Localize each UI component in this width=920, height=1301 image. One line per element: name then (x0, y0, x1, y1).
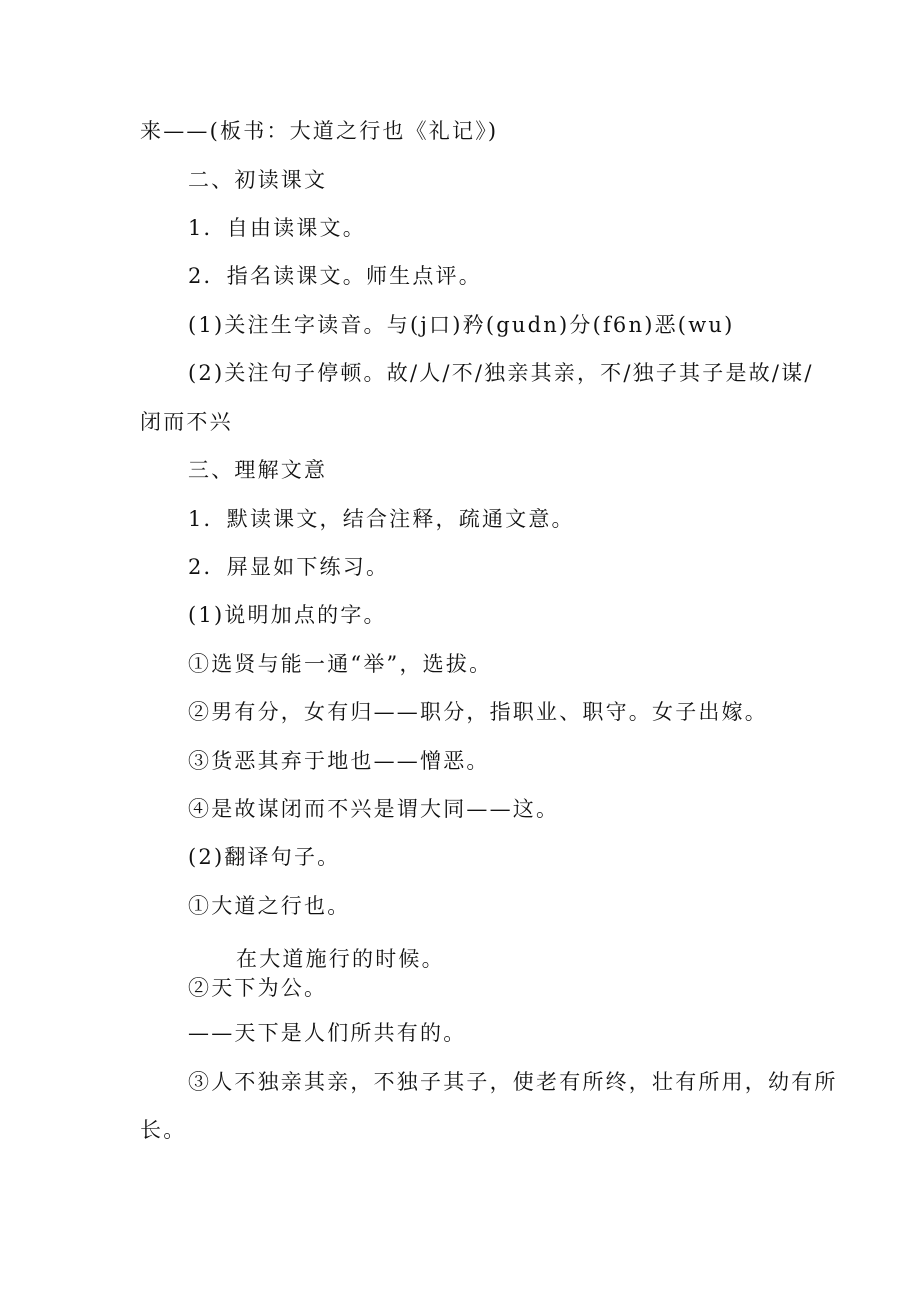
text-line: 长。 (140, 1118, 187, 1142)
text-line: (2)关注句子停顿。故/人/不/独亲其亲，不/独子其子是故/谋/ (188, 361, 814, 385)
text-line: ——天下是人们所共有的。 (188, 1021, 467, 1045)
text-line: ④是故谋闭而不兴是谓大同——这。 (188, 797, 560, 821)
section-heading: 三、理解文意 (188, 458, 328, 482)
text-line: 1．默读课文，结合注释，疏通文意。 (188, 507, 575, 531)
text-line: 1．自由读课文。 (188, 216, 366, 240)
text-line: (1)关注生字读音。与(j口)矜(gudn)分(f6n)恶(wu) (188, 313, 735, 337)
text-line: ③货恶其弃于地也——憎恶。 (188, 749, 490, 773)
text-line: 闭而不兴 (140, 410, 233, 434)
section-heading: 二、初读课文 (188, 168, 328, 192)
text-line: ②天下为公。 (188, 976, 328, 1000)
text-line: 2．屏显如下练习。 (188, 555, 390, 579)
text-line: ①大道之行也。 (188, 894, 351, 918)
text-line: 在大道施行的时候。 (236, 947, 445, 971)
text-line: 来——(板书：大道之行也《礼记》) (140, 119, 499, 143)
text-line: (2)翻译句子。 (188, 845, 341, 869)
text-line: ①选贤与能一通“举”，选拔。 (188, 652, 493, 676)
text-line: ③人不独亲其亲，不独子其子，使老有所终，壮有所用，幼有所 (188, 1070, 838, 1094)
text-line: ②男有分，女有归——职分，指职业、职守。女子出嫁。 (188, 700, 768, 724)
text-line: (1)说明加点的字。 (188, 603, 387, 627)
text-line: 2．指名读课文。师生点评。 (188, 264, 482, 288)
